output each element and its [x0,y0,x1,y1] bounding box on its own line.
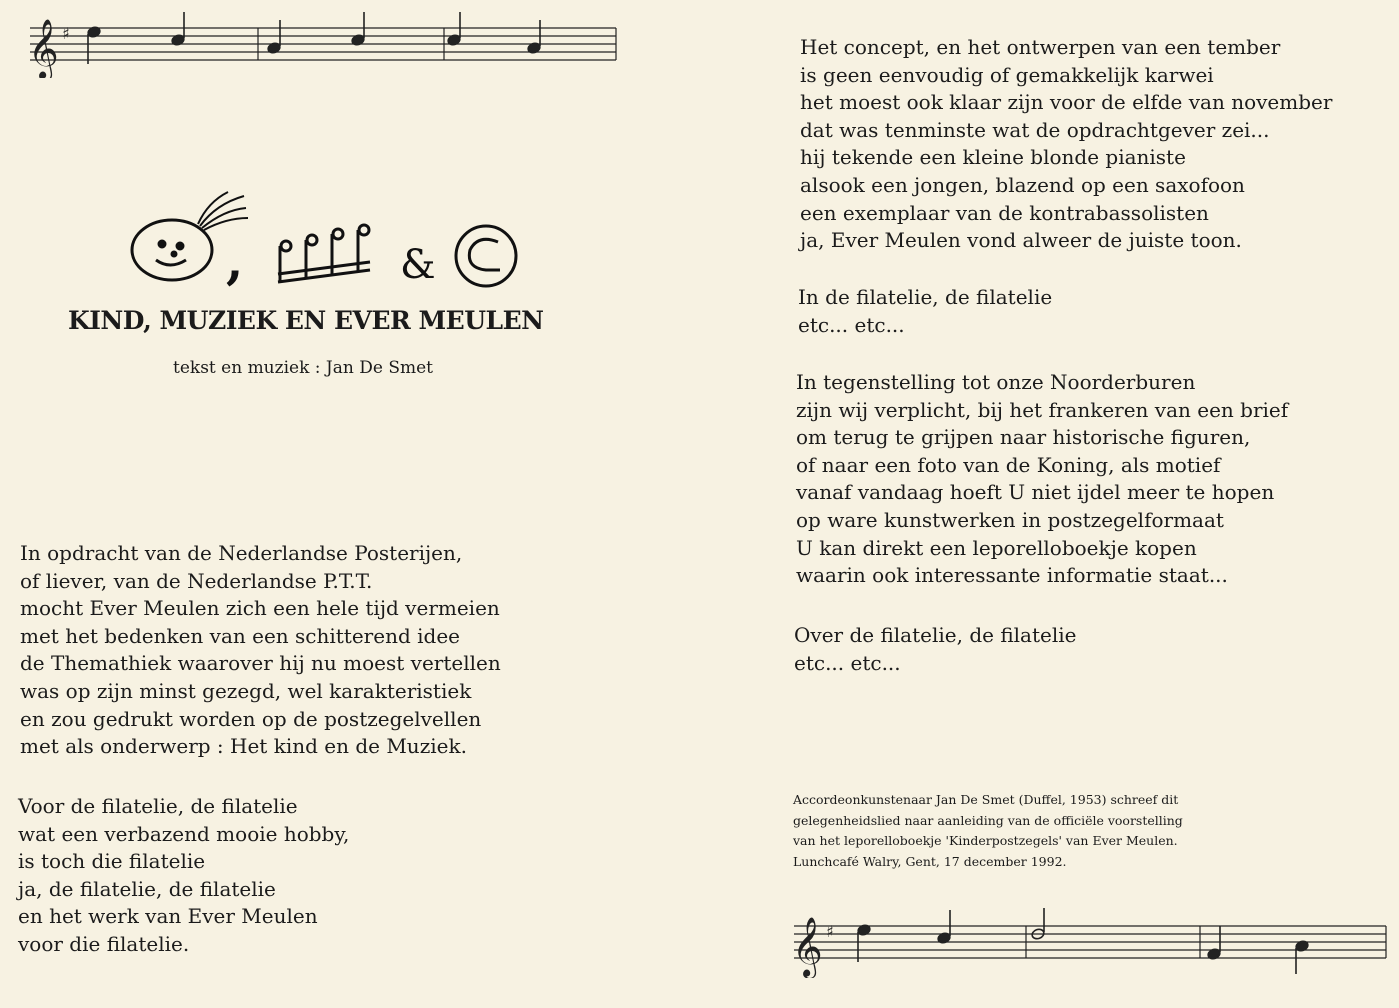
refrain-line: etc... etc... [794,650,901,675]
refrain-2 [798,284,1052,339]
stanza-line: ja, Ever Meulen vond alweer de juiste toon. [800,228,1242,253]
refrain-3 [794,622,1076,677]
footnote-line: gelegenheidslied naar aanleiding van de officiële voorstelling [793,812,1183,828]
stanza-line: U kan direkt een leporelloboekje kopen [796,535,1197,560]
footnote-line: Lunchcafé Walry, Gent, 17 december 1992. [793,853,1067,869]
right-page [700,0,1399,1008]
sharp-icon: ♯ [62,24,70,43]
stanza-2 [800,34,1332,255]
stanza-line: In tegenstelling tot onze Noorderburen [796,370,1196,394]
refrain-line: en het werk van Ever Meulen [18,904,318,929]
music-staff-icon [278,225,370,282]
stanza-line: het moest ook klaar zijn voor de elfde van november [800,90,1333,115]
refrain-line: voor die filatelie. [18,931,190,956]
stanza-3 [796,369,1288,590]
refrain-line: In de filatelie, de filatelie [798,285,1053,309]
refrain-1 [18,793,349,959]
refrain-line: wat een verbazend mooie hobby, [18,821,350,846]
stanza-line: en zou gedrukt worden op de postzegelvellen [20,706,482,731]
refrain-line: is toch die filatelie [18,849,206,874]
footnote [793,790,1183,872]
stanza-line: of naar een foto van de Koning, als motief [796,452,1221,477]
treble-clef-icon: 𝄞 [792,917,823,977]
stanza-1 [20,540,501,761]
stanza-line: vanaf vandaag hoeft U niet ijdel meer te hopen [796,480,1275,505]
stanza-line: of liever, van de Nederlandse P.T.T. [20,568,373,593]
stanza-line: een exemplaar van de kontrabassolisten [800,200,1209,225]
refrain-line: etc... etc... [798,312,905,337]
footnote-line: van het leporelloboekje 'Kinderpostzegels' van Ever Meulen. [793,833,1178,848]
title-illustration [128,190,528,290]
stanza-line: waarin ook interessante informatie staat... [796,563,1228,588]
stanza-line: met als onderwerp : Het kind en de Muziek. [20,734,467,759]
stanza-line: hij tekende een kleine blonde pianiste [800,145,1186,170]
sharp-icon: ♯ [826,922,834,941]
subtitle: tekst en muziek : Jan De Smet [173,358,433,378]
title-ampersand: & [400,242,436,288]
music-staff-top [22,8,622,78]
stanza-line: is geen eenvoudig of gemakkelijk karwei [800,62,1214,87]
treble-clef-icon: 𝄞 [28,19,59,78]
refrain-line: Over de filatelie, de filatelie [794,623,1077,647]
stanza-line: was op zijn minst gezegd, wel karakteristiek [20,678,472,703]
title-comma: , [226,231,244,290]
stanza-line: mocht Ever Meulen zich een hele tijd vermeien [20,596,500,621]
notes-group [857,908,1309,974]
stanza-line: zijn wij verplicht, bij het frankeren van een brief [796,397,1289,422]
stanza-line: Het concept, en het ontwerpen van een tember [800,35,1281,59]
page-title: KIND, MUZIEK EN EVER MEULEN [68,306,544,335]
refrain-line: Voor de filatelie, de filatelie [18,794,298,818]
stanza-line: de Themathiek waarover hij nu moest vertellen [20,651,501,676]
refrain-line: ja, de filatelie, de filatelie [18,876,276,901]
stanza-line: In opdracht van de Nederlandse Posterijen, [20,541,463,565]
stanza-line: alsook een jongen, blazend op een saxofoon [800,172,1245,197]
music-staff-bottom [790,906,1390,978]
stanza-line: om terug te grijpen naar historische figuren, [796,425,1251,450]
stanza-line: met het bedenken van een schitterend idee [20,623,460,648]
stanza-line: op ware kunstwerken in postzegelformaat [796,507,1224,532]
notes-group [87,12,541,64]
stanza-line: dat was tenminste wat de opdrachtgever zei... [800,117,1270,142]
copyright-circle-icon [456,226,516,286]
footnote-line: Accordeonkunstenaar Jan De Smet (Duffel, 1953) schreef dit [793,792,1179,807]
